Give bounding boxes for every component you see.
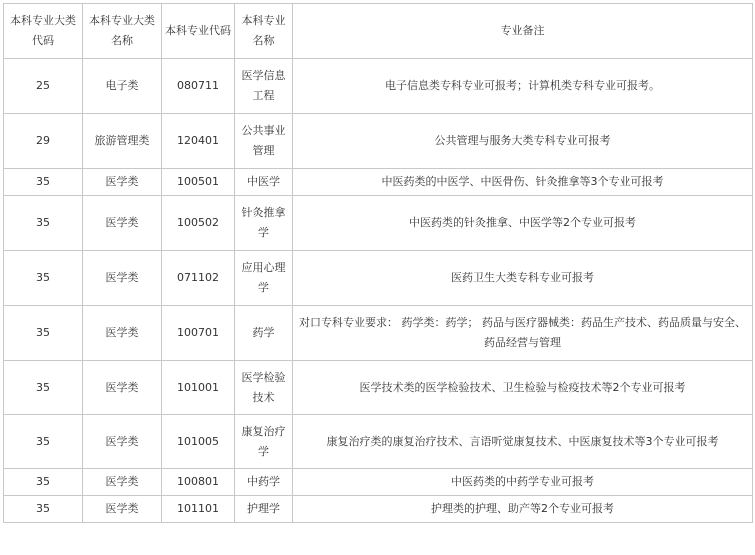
cell-major-code: 101001 (162, 361, 235, 415)
cell-category-name: 医学类 (83, 469, 162, 496)
cell-category-code: 25 (4, 59, 83, 114)
cell-category-code: 35 (4, 415, 83, 469)
cell-category-name: 旅游管理类 (83, 114, 162, 169)
cell-category-code: 35 (4, 169, 83, 196)
cell-remark: 公共管理与服务大类专科专业可报考 (293, 114, 753, 169)
cell-category-name: 医学类 (83, 415, 162, 469)
cell-category-name: 医学类 (83, 306, 162, 361)
table-row (4, 196, 753, 251)
major-requirements-table (3, 3, 753, 523)
cell-category-name: 医学类 (83, 496, 162, 523)
cell-category-code: 35 (4, 251, 83, 306)
cell-major-name: 药学 (235, 306, 293, 361)
cell-major-code: 100501 (162, 169, 235, 196)
cell-remark: 医药卫生大类专科专业可报考 (293, 251, 753, 306)
cell-major-code: 120401 (162, 114, 235, 169)
table-row (4, 306, 753, 361)
table-row (4, 59, 753, 114)
cell-category-code: 35 (4, 469, 83, 496)
table-row (4, 496, 753, 523)
header-major-name: 本科专业名称 (235, 4, 293, 59)
header-major-code: 本科专业代码 (162, 4, 235, 59)
cell-major-name: 针灸推拿学 (235, 196, 293, 251)
cell-major-code: 100502 (162, 196, 235, 251)
table-row (4, 361, 753, 415)
cell-remark: 中医药类的中医学、中医骨伤、针灸推拿等3个专业可报考 (293, 169, 753, 196)
cell-major-name: 中药学 (235, 469, 293, 496)
cell-major-name: 应用心理学 (235, 251, 293, 306)
cell-remark: 电子信息类专科专业可报考；计算机类专科专业可报考。 (293, 59, 753, 114)
cell-major-name: 医学信息工程 (235, 59, 293, 114)
cell-remark: 医学技术类的医学检验技术、卫生检验与检疫技术等2个专业可报考 (293, 361, 753, 415)
header-category-code: 本科专业大类代码 (4, 4, 83, 59)
cell-major-name: 康复治疗学 (235, 415, 293, 469)
cell-category-code: 35 (4, 361, 83, 415)
table-row (4, 251, 753, 306)
table-row (4, 415, 753, 469)
cell-category-name: 医学类 (83, 169, 162, 196)
cell-remark: 对口专科专业要求： 药学类：药学； 药品与医疗器械类：药品生产技术、药品质量与安全、药品经营与管理 (293, 306, 753, 361)
cell-major-code: 100701 (162, 306, 235, 361)
cell-category-name: 医学类 (83, 361, 162, 415)
cell-category-name: 医学类 (83, 196, 162, 251)
table-row (4, 469, 753, 496)
header-category-name: 本科专业大类名称 (83, 4, 162, 59)
cell-major-name: 中医学 (235, 169, 293, 196)
cell-category-code: 35 (4, 496, 83, 523)
cell-remark: 护理类的护理、助产等2个专业可报考 (293, 496, 753, 523)
table-header-row (4, 4, 753, 59)
cell-major-code: 080711 (162, 59, 235, 114)
table-row (4, 169, 753, 196)
table-row (4, 114, 753, 169)
cell-major-code: 100801 (162, 469, 235, 496)
header-remark: 专业备注 (293, 4, 753, 59)
cell-major-name: 护理学 (235, 496, 293, 523)
cell-category-code: 35 (4, 306, 83, 361)
cell-category-code: 29 (4, 114, 83, 169)
cell-major-code: 101101 (162, 496, 235, 523)
cell-major-code: 071102 (162, 251, 235, 306)
cell-major-name: 公共事业管理 (235, 114, 293, 169)
cell-category-name: 医学类 (83, 251, 162, 306)
cell-major-code: 101005 (162, 415, 235, 469)
cell-category-code: 35 (4, 196, 83, 251)
cell-major-name: 医学检验技术 (235, 361, 293, 415)
cell-remark: 康复治疗类的康复治疗技术、言语听觉康复技术、中医康复技术等3个专业可报考 (293, 415, 753, 469)
cell-remark: 中医药类的中药学专业可报考 (293, 469, 753, 496)
cell-remark: 中医药类的针灸推拿、中医学等2个专业可报考 (293, 196, 753, 251)
cell-category-name: 电子类 (83, 59, 162, 114)
